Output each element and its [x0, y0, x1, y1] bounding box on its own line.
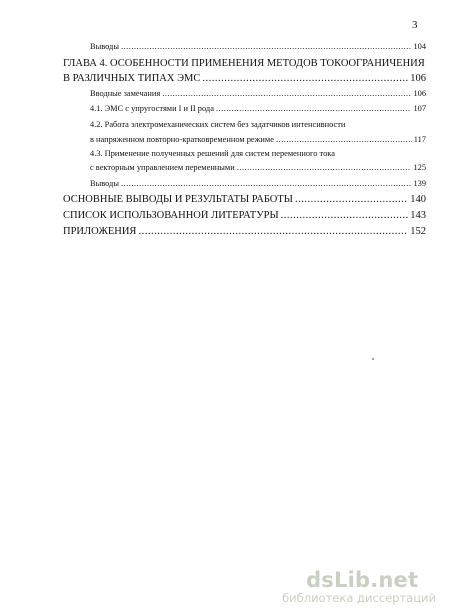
- scan-speck: [372, 358, 374, 360]
- toc-entry-page: 125: [413, 163, 426, 172]
- toc-entry: [63, 226, 426, 237]
- watermark-subtitle: библиотека диссертаций: [282, 591, 436, 605]
- toc-entry-title: с векторным управлением переменными: [90, 163, 235, 172]
- toc-entry: [63, 194, 426, 205]
- toc-entry-title-line1: 4.2. Работа электромеханических систем без задатчиков интенсивности: [90, 120, 346, 129]
- toc-leader-dots: [202, 73, 408, 84]
- toc-entry-page: 107: [413, 104, 426, 113]
- toc-entry-title: в напряженном повторно-кратковременном режиме: [90, 135, 274, 144]
- toc-entry-page: 117: [413, 135, 426, 144]
- toc-leader-dots: [121, 179, 411, 188]
- toc-entry: [90, 163, 426, 172]
- toc-entry: [63, 73, 426, 84]
- toc-entry: [63, 210, 426, 221]
- toc-entry-page: 140: [410, 194, 426, 205]
- toc-entry-title: ОСНОВНЫЕ ВЫВОДЫ И РЕЗУЛЬТАТЫ РАБОТЫ: [63, 194, 293, 205]
- toc-entry-page: 106: [413, 89, 426, 98]
- toc-entry-page: 139: [413, 179, 426, 188]
- page-number: 3: [412, 19, 418, 31]
- toc-entry: [90, 179, 426, 188]
- toc-leader-dots: [216, 104, 412, 113]
- toc-chapter-title: ГЛАВА 4. ОСОБЕННОСТИ ПРИМЕНЕНИЯ МЕТОДОВ ТОКООГРАНИЧЕНИЯ: [63, 58, 425, 69]
- toc-entry-title: ПРИЛОЖЕНИЯ: [63, 226, 137, 237]
- toc-entry-page: 152: [410, 226, 426, 237]
- toc-leader-dots: [295, 194, 408, 205]
- toc-entry-page: 143: [410, 210, 426, 221]
- toc-leader-dots: [138, 226, 408, 237]
- toc-entry: [90, 104, 426, 113]
- watermark-logo: dsLib.net: [306, 568, 419, 592]
- toc-entry: [90, 89, 426, 98]
- toc-entry-title: Выводы: [90, 179, 119, 188]
- watermark: [282, 569, 436, 605]
- toc-leader-dots: [281, 210, 409, 221]
- toc-entry-title: Вводные замечания: [90, 89, 161, 98]
- toc-entry-title: В РАЗЛИЧНЫХ ТИПАХ ЭМС: [63, 73, 201, 84]
- toc-leader-dots: [237, 163, 412, 172]
- toc-entry-title: 4.1. ЭМС с упругостями I и II рода: [90, 104, 214, 113]
- toc-entry: [90, 42, 426, 51]
- toc-entry-page: 104: [413, 42, 426, 51]
- toc-leader-dots: [121, 42, 411, 51]
- toc-leader-dots: [276, 135, 412, 144]
- toc-entry-page: 106: [410, 73, 426, 84]
- toc-entry-title: СПИСОК ИСПОЛЬЗОВАННОЙ ЛИТЕРАТУРЫ: [63, 210, 279, 221]
- toc-entry-title: Выводы: [90, 42, 119, 51]
- toc-leader-dots: [162, 89, 411, 98]
- toc-entry-title-line1: 4.3. Применение полученных решений для систем переменного тока: [90, 149, 335, 158]
- toc-entry: [90, 135, 426, 144]
